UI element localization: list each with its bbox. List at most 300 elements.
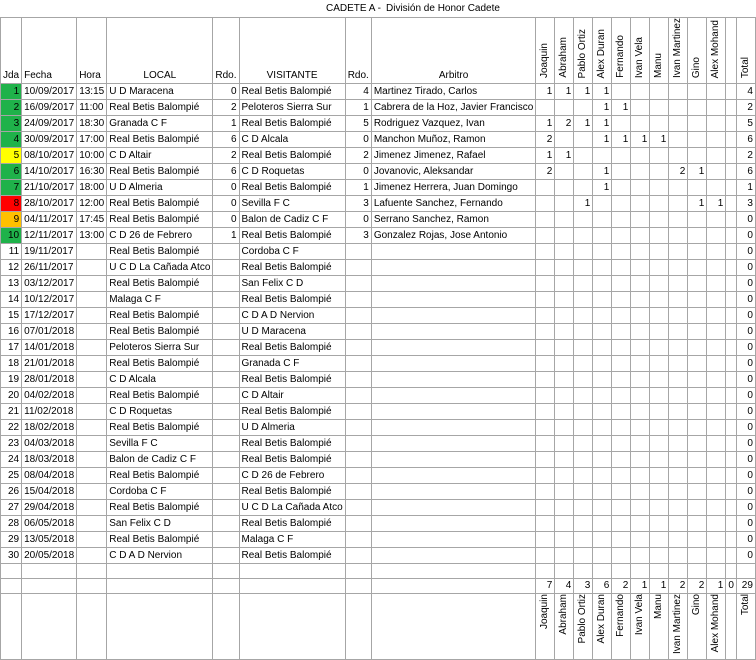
- goal-cell[interactable]: [650, 500, 669, 516]
- goal-cell[interactable]: [707, 356, 726, 372]
- rdo-visitante-cell[interactable]: 4: [345, 84, 371, 100]
- goal-cell[interactable]: [593, 260, 612, 276]
- local-cell[interactable]: Real Betis Balompié: [107, 276, 213, 292]
- goal-cell[interactable]: [593, 148, 612, 164]
- goal-cell[interactable]: [688, 260, 707, 276]
- goal-cell[interactable]: [536, 484, 555, 500]
- visitante-cell[interactable]: C D Roquetas: [239, 164, 345, 180]
- goal-cell[interactable]: 1: [555, 148, 574, 164]
- goal-cell[interactable]: [593, 532, 612, 548]
- goal-cell[interactable]: [593, 516, 612, 532]
- goal-cell[interactable]: [536, 532, 555, 548]
- goal-cell[interactable]: [612, 388, 631, 404]
- fecha-cell[interactable]: 13/05/2018: [22, 532, 77, 548]
- total-cell[interactable]: 0: [736, 308, 755, 324]
- header-player[interactable]: [612, 18, 631, 84]
- visitante-cell[interactable]: U D Almeria: [239, 420, 345, 436]
- goal-cell[interactable]: [555, 516, 574, 532]
- visitante-cell[interactable]: Malaga C F: [239, 532, 345, 548]
- goal-cell[interactable]: [574, 164, 593, 180]
- hora-cell[interactable]: 18:30: [77, 116, 107, 132]
- blank-cell[interactable]: [726, 340, 737, 356]
- goal-cell[interactable]: [593, 436, 612, 452]
- goal-cell[interactable]: [631, 212, 650, 228]
- goal-cell[interactable]: [574, 356, 593, 372]
- jornada-cell[interactable]: 30: [1, 548, 22, 564]
- local-cell[interactable]: C D 26 de Febrero: [107, 228, 213, 244]
- goal-cell[interactable]: [669, 100, 688, 116]
- empty-cell[interactable]: [239, 579, 345, 594]
- blank-cell[interactable]: [726, 420, 737, 436]
- header-jda[interactable]: Jda: [1, 18, 22, 84]
- rdo-local-cell[interactable]: 1: [213, 116, 239, 132]
- fecha-cell[interactable]: 08/04/2018: [22, 468, 77, 484]
- rdo-local-cell[interactable]: [213, 340, 239, 356]
- goal-cell[interactable]: [555, 132, 574, 148]
- goal-cell[interactable]: [688, 404, 707, 420]
- jornada-cell[interactable]: 17: [1, 340, 22, 356]
- goal-cell[interactable]: [707, 292, 726, 308]
- goal-cell[interactable]: [688, 308, 707, 324]
- goal-cell[interactable]: [631, 324, 650, 340]
- fecha-cell[interactable]: 08/10/2017: [22, 148, 77, 164]
- header-player[interactable]: [555, 18, 574, 84]
- blank-cell[interactable]: [726, 260, 737, 276]
- total-cell[interactable]: 0: [736, 244, 755, 260]
- fecha-cell[interactable]: 18/02/2018: [22, 420, 77, 436]
- goal-cell[interactable]: [555, 468, 574, 484]
- goal-cell[interactable]: [612, 340, 631, 356]
- blank-cell[interactable]: [726, 116, 737, 132]
- fecha-cell[interactable]: 19/11/2017: [22, 244, 77, 260]
- goal-cell[interactable]: 1: [593, 180, 612, 196]
- goal-cell[interactable]: [688, 436, 707, 452]
- blank-cell[interactable]: [726, 228, 737, 244]
- empty-cell[interactable]: [213, 579, 239, 594]
- arbitro-cell[interactable]: [371, 532, 536, 548]
- goal-cell[interactable]: [688, 532, 707, 548]
- goal-cell[interactable]: [707, 468, 726, 484]
- visitante-cell[interactable]: Peloteros Sierra Sur: [239, 100, 345, 116]
- arbitro-cell[interactable]: Gonzalez Rojas, Jose Antonio: [371, 228, 536, 244]
- jornada-cell[interactable]: 13: [1, 276, 22, 292]
- goal-cell[interactable]: [593, 324, 612, 340]
- goal-cell[interactable]: 1: [688, 196, 707, 212]
- rdo-visitante-cell[interactable]: 3: [345, 196, 371, 212]
- footer-blank[interactable]: [726, 594, 737, 660]
- jornada-cell[interactable]: 16: [1, 324, 22, 340]
- goal-cell[interactable]: [631, 164, 650, 180]
- rdo-visitante-cell[interactable]: [345, 468, 371, 484]
- goal-cell[interactable]: [688, 244, 707, 260]
- blank-cell[interactable]: [726, 164, 737, 180]
- goal-cell[interactable]: [669, 228, 688, 244]
- visitante-cell[interactable]: Real Betis Balompié: [239, 148, 345, 164]
- arbitro-cell[interactable]: Rodriguez Vazquez, Ivan: [371, 116, 536, 132]
- goal-cell[interactable]: [650, 548, 669, 564]
- hora-cell[interactable]: [77, 404, 107, 420]
- arbitro-cell[interactable]: [371, 324, 536, 340]
- goal-cell[interactable]: [593, 388, 612, 404]
- hora-cell[interactable]: 12:00: [77, 196, 107, 212]
- jornada-cell[interactable]: 28: [1, 516, 22, 532]
- local-cell[interactable]: Real Betis Balompié: [107, 196, 213, 212]
- goal-cell[interactable]: [669, 84, 688, 100]
- visitante-cell[interactable]: C D Altair: [239, 388, 345, 404]
- goal-cell[interactable]: [555, 372, 574, 388]
- goal-cell[interactable]: [555, 164, 574, 180]
- goal-cell[interactable]: [574, 548, 593, 564]
- goal-cell[interactable]: [669, 180, 688, 196]
- local-cell[interactable]: Real Betis Balompié: [107, 308, 213, 324]
- goal-cell[interactable]: [631, 420, 650, 436]
- goal-cell[interactable]: [612, 180, 631, 196]
- total-cell[interactable]: 0: [736, 452, 755, 468]
- empty-cell[interactable]: [345, 594, 371, 660]
- goal-cell[interactable]: [650, 196, 669, 212]
- arbitro-cell[interactable]: Lafuente Sanchez, Fernando: [371, 196, 536, 212]
- header-blank[interactable]: [726, 18, 737, 84]
- hora-cell[interactable]: [77, 516, 107, 532]
- blank-cell[interactable]: [726, 196, 737, 212]
- total-cell[interactable]: 5: [736, 116, 755, 132]
- goal-cell[interactable]: [631, 100, 650, 116]
- blank-cell[interactable]: [726, 324, 737, 340]
- goal-cell[interactable]: 1: [593, 132, 612, 148]
- jornada-cell[interactable]: 20: [1, 388, 22, 404]
- spacer-cell[interactable]: [736, 564, 755, 579]
- goal-cell[interactable]: [574, 260, 593, 276]
- header-player[interactable]: [688, 18, 707, 84]
- empty-cell[interactable]: [1, 579, 22, 594]
- goal-cell[interactable]: [555, 276, 574, 292]
- goal-cell[interactable]: [631, 196, 650, 212]
- goal-cell[interactable]: [536, 260, 555, 276]
- blank-cell[interactable]: [726, 148, 737, 164]
- rdo-local-cell[interactable]: 0: [213, 84, 239, 100]
- total-cell[interactable]: 0: [736, 436, 755, 452]
- fecha-cell[interactable]: 28/01/2018: [22, 372, 77, 388]
- goal-cell[interactable]: [555, 324, 574, 340]
- fecha-cell[interactable]: 11/02/2018: [22, 404, 77, 420]
- goal-cell[interactable]: [593, 420, 612, 436]
- goal-cell[interactable]: [536, 468, 555, 484]
- goal-cell[interactable]: [593, 356, 612, 372]
- hora-cell[interactable]: [77, 548, 107, 564]
- goal-cell[interactable]: [612, 484, 631, 500]
- header-player[interactable]: [650, 18, 669, 84]
- jornada-cell[interactable]: 9: [1, 212, 22, 228]
- footer-player[interactable]: [612, 594, 631, 660]
- empty-cell[interactable]: [371, 594, 536, 660]
- goal-cell[interactable]: [536, 452, 555, 468]
- total-cell[interactable]: 0: [736, 260, 755, 276]
- local-cell[interactable]: Real Betis Balompié: [107, 324, 213, 340]
- goal-cell[interactable]: 1: [631, 132, 650, 148]
- jornada-cell[interactable]: 21: [1, 404, 22, 420]
- goal-cell[interactable]: [631, 228, 650, 244]
- blank-cell[interactable]: [726, 388, 737, 404]
- visitante-cell[interactable]: C D Alcala: [239, 132, 345, 148]
- goal-cell[interactable]: [650, 148, 669, 164]
- goal-cell[interactable]: [631, 356, 650, 372]
- goal-cell[interactable]: [612, 164, 631, 180]
- spacer-cell[interactable]: [631, 564, 650, 579]
- header-player[interactable]: [669, 18, 688, 84]
- goal-cell[interactable]: [688, 484, 707, 500]
- goal-cell[interactable]: [631, 548, 650, 564]
- goal-cell[interactable]: [688, 180, 707, 196]
- goal-cell[interactable]: [688, 132, 707, 148]
- goal-cell[interactable]: [669, 484, 688, 500]
- player-total-cell[interactable]: 1: [650, 579, 669, 594]
- goal-cell[interactable]: [536, 292, 555, 308]
- goal-cell[interactable]: [650, 180, 669, 196]
- goal-cell[interactable]: [669, 500, 688, 516]
- spacer-cell[interactable]: [213, 564, 239, 579]
- total-cell[interactable]: 2: [736, 148, 755, 164]
- goal-cell[interactable]: [669, 148, 688, 164]
- local-cell[interactable]: Malaga C F: [107, 292, 213, 308]
- goal-cell[interactable]: [631, 500, 650, 516]
- goal-cell[interactable]: [688, 500, 707, 516]
- rdo-visitante-cell[interactable]: 3: [345, 228, 371, 244]
- total-cell[interactable]: 0: [736, 212, 755, 228]
- local-cell[interactable]: Real Betis Balompié: [107, 388, 213, 404]
- goal-cell[interactable]: [669, 276, 688, 292]
- goal-cell[interactable]: [688, 356, 707, 372]
- goal-cell[interactable]: [669, 308, 688, 324]
- hora-cell[interactable]: [77, 276, 107, 292]
- rdo-visitante-cell[interactable]: [345, 340, 371, 356]
- arbitro-cell[interactable]: [371, 340, 536, 356]
- total-cell[interactable]: 0: [736, 548, 755, 564]
- empty-cell[interactable]: [77, 579, 107, 594]
- spacer-cell[interactable]: [239, 564, 345, 579]
- goal-cell[interactable]: [536, 228, 555, 244]
- rdo-visitante-cell[interactable]: [345, 244, 371, 260]
- goal-cell[interactable]: [688, 340, 707, 356]
- goal-cell[interactable]: [536, 340, 555, 356]
- goal-cell[interactable]: [650, 100, 669, 116]
- goal-cell[interactable]: 1: [574, 196, 593, 212]
- goal-cell[interactable]: 1: [612, 100, 631, 116]
- local-cell[interactable]: Real Betis Balompié: [107, 244, 213, 260]
- rdo-local-cell[interactable]: [213, 532, 239, 548]
- total-cell[interactable]: 3: [736, 196, 755, 212]
- goal-cell[interactable]: [669, 452, 688, 468]
- jornada-cell[interactable]: 5: [1, 148, 22, 164]
- rdo-local-cell[interactable]: 6: [213, 164, 239, 180]
- goal-cell[interactable]: [707, 148, 726, 164]
- rdo-visitante-cell[interactable]: [345, 260, 371, 276]
- fecha-cell[interactable]: 24/09/2017: [22, 116, 77, 132]
- goal-cell[interactable]: [707, 324, 726, 340]
- rdo-visitante-cell[interactable]: [345, 436, 371, 452]
- goal-cell[interactable]: [650, 436, 669, 452]
- goal-cell[interactable]: [650, 244, 669, 260]
- goal-cell[interactable]: [688, 148, 707, 164]
- hora-cell[interactable]: [77, 356, 107, 372]
- local-cell[interactable]: Real Betis Balompié: [107, 500, 213, 516]
- rdo-visitante-cell[interactable]: [345, 452, 371, 468]
- goal-cell[interactable]: [536, 372, 555, 388]
- fecha-cell[interactable]: 28/10/2017: [22, 196, 77, 212]
- goal-cell[interactable]: [593, 276, 612, 292]
- hora-cell[interactable]: 16:30: [77, 164, 107, 180]
- goal-cell[interactable]: [631, 372, 650, 388]
- arbitro-cell[interactable]: [371, 292, 536, 308]
- arbitro-cell[interactable]: [371, 484, 536, 500]
- rdo-local-cell[interactable]: [213, 468, 239, 484]
- goal-cell[interactable]: [707, 228, 726, 244]
- footer-player[interactable]: [574, 594, 593, 660]
- goal-cell[interactable]: [631, 84, 650, 100]
- empty-cell[interactable]: [1, 594, 22, 660]
- arbitro-cell[interactable]: Manchon Muñoz, Ramon: [371, 132, 536, 148]
- goal-cell[interactable]: [574, 388, 593, 404]
- local-cell[interactable]: Peloteros Sierra Sur: [107, 340, 213, 356]
- goal-cell[interactable]: [536, 324, 555, 340]
- rdo-local-cell[interactable]: [213, 420, 239, 436]
- rdo-local-cell[interactable]: [213, 292, 239, 308]
- local-cell[interactable]: San Felix C D: [107, 516, 213, 532]
- goal-cell[interactable]: [707, 516, 726, 532]
- rdo-visitante-cell[interactable]: 1: [345, 100, 371, 116]
- rdo-visitante-cell[interactable]: [345, 404, 371, 420]
- goal-cell[interactable]: [536, 100, 555, 116]
- rdo-visitante-cell[interactable]: 2: [345, 148, 371, 164]
- player-total-cell[interactable]: 2: [612, 579, 631, 594]
- rdo-local-cell[interactable]: [213, 516, 239, 532]
- rdo-local-cell[interactable]: 2: [213, 100, 239, 116]
- rdo-visitante-cell[interactable]: [345, 420, 371, 436]
- goal-cell[interactable]: [669, 372, 688, 388]
- rdo-local-cell[interactable]: 0: [213, 212, 239, 228]
- rdo-local-cell[interactable]: [213, 260, 239, 276]
- visitante-cell[interactable]: Cordoba C F: [239, 244, 345, 260]
- fecha-cell[interactable]: 20/05/2018: [22, 548, 77, 564]
- local-cell[interactable]: Granada C F: [107, 116, 213, 132]
- goal-cell[interactable]: [612, 548, 631, 564]
- goal-cell[interactable]: [593, 292, 612, 308]
- total-cell[interactable]: 0: [736, 516, 755, 532]
- goal-cell[interactable]: [631, 484, 650, 500]
- footer-player[interactable]: [707, 594, 726, 660]
- goal-cell[interactable]: [593, 372, 612, 388]
- local-cell[interactable]: C D A D Nervion: [107, 548, 213, 564]
- goal-cell[interactable]: [669, 532, 688, 548]
- goal-cell[interactable]: 1: [536, 84, 555, 100]
- rdo-local-cell[interactable]: [213, 484, 239, 500]
- goal-cell[interactable]: 2: [555, 116, 574, 132]
- goal-cell[interactable]: [631, 148, 650, 164]
- jornada-cell[interactable]: 2: [1, 100, 22, 116]
- goal-cell[interactable]: [669, 468, 688, 484]
- header-hora[interactable]: Hora: [77, 18, 107, 84]
- goal-cell[interactable]: [650, 372, 669, 388]
- visitante-cell[interactable]: Real Betis Balompié: [239, 436, 345, 452]
- blank-cell[interactable]: [726, 84, 737, 100]
- goal-cell[interactable]: [612, 116, 631, 132]
- rdo-local-cell[interactable]: [213, 436, 239, 452]
- goal-cell[interactable]: [612, 276, 631, 292]
- empty-cell[interactable]: [239, 594, 345, 660]
- goal-cell[interactable]: [612, 148, 631, 164]
- goal-cell[interactable]: 1: [593, 100, 612, 116]
- goal-cell[interactable]: 1: [688, 164, 707, 180]
- rdo-visitante-cell[interactable]: [345, 276, 371, 292]
- goal-cell[interactable]: [574, 532, 593, 548]
- goal-cell[interactable]: [593, 404, 612, 420]
- goal-cell[interactable]: [650, 164, 669, 180]
- fecha-cell[interactable]: 18/03/2018: [22, 452, 77, 468]
- visitante-cell[interactable]: Real Betis Balompié: [239, 292, 345, 308]
- goal-cell[interactable]: [555, 292, 574, 308]
- arbitro-cell[interactable]: [371, 548, 536, 564]
- arbitro-cell[interactable]: Serrano Sanchez, Ramon: [371, 212, 536, 228]
- grand-total-cell[interactable]: 29: [736, 579, 755, 594]
- goal-cell[interactable]: [688, 420, 707, 436]
- goal-cell[interactable]: [707, 84, 726, 100]
- hora-cell[interactable]: [77, 420, 107, 436]
- goal-cell[interactable]: [612, 420, 631, 436]
- goal-cell[interactable]: [593, 228, 612, 244]
- spacer-cell[interactable]: [22, 564, 77, 579]
- header-player[interactable]: [707, 18, 726, 84]
- local-cell[interactable]: Cordoba C F: [107, 484, 213, 500]
- hora-cell[interactable]: 13:15: [77, 84, 107, 100]
- jornada-cell[interactable]: 18: [1, 356, 22, 372]
- local-cell[interactable]: U D Maracena: [107, 84, 213, 100]
- goal-cell[interactable]: [555, 180, 574, 196]
- goal-cell[interactable]: [574, 228, 593, 244]
- header-total[interactable]: [736, 18, 755, 84]
- goal-cell[interactable]: [688, 372, 707, 388]
- goal-cell[interactable]: [707, 100, 726, 116]
- local-cell[interactable]: Sevilla F C: [107, 436, 213, 452]
- spacer-cell[interactable]: [726, 564, 737, 579]
- goal-cell[interactable]: [612, 292, 631, 308]
- jornada-cell[interactable]: 4: [1, 132, 22, 148]
- goal-cell[interactable]: [631, 260, 650, 276]
- footer-total[interactable]: [736, 594, 755, 660]
- hora-cell[interactable]: [77, 308, 107, 324]
- goal-cell[interactable]: [555, 436, 574, 452]
- rdo-visitante-cell[interactable]: [345, 516, 371, 532]
- goal-cell[interactable]: [536, 404, 555, 420]
- fecha-cell[interactable]: 06/05/2018: [22, 516, 77, 532]
- arbitro-cell[interactable]: Jimenez Jimenez, Rafael: [371, 148, 536, 164]
- goal-cell[interactable]: [707, 244, 726, 260]
- total-cell[interactable]: 0: [736, 388, 755, 404]
- goal-cell[interactable]: [612, 452, 631, 468]
- fecha-cell[interactable]: 26/11/2017: [22, 260, 77, 276]
- rdo-local-cell[interactable]: [213, 372, 239, 388]
- hora-cell[interactable]: [77, 452, 107, 468]
- goal-cell[interactable]: [688, 212, 707, 228]
- local-cell[interactable]: Real Betis Balompié: [107, 164, 213, 180]
- local-cell[interactable]: C D Roquetas: [107, 404, 213, 420]
- local-cell[interactable]: Real Betis Balompié: [107, 356, 213, 372]
- goal-cell[interactable]: [536, 180, 555, 196]
- goal-cell[interactable]: [612, 372, 631, 388]
- goal-cell[interactable]: [650, 532, 669, 548]
- blank-cell[interactable]: [726, 516, 737, 532]
- total-cell[interactable]: 0: [736, 276, 755, 292]
- goal-cell[interactable]: [688, 276, 707, 292]
- hora-cell[interactable]: [77, 484, 107, 500]
